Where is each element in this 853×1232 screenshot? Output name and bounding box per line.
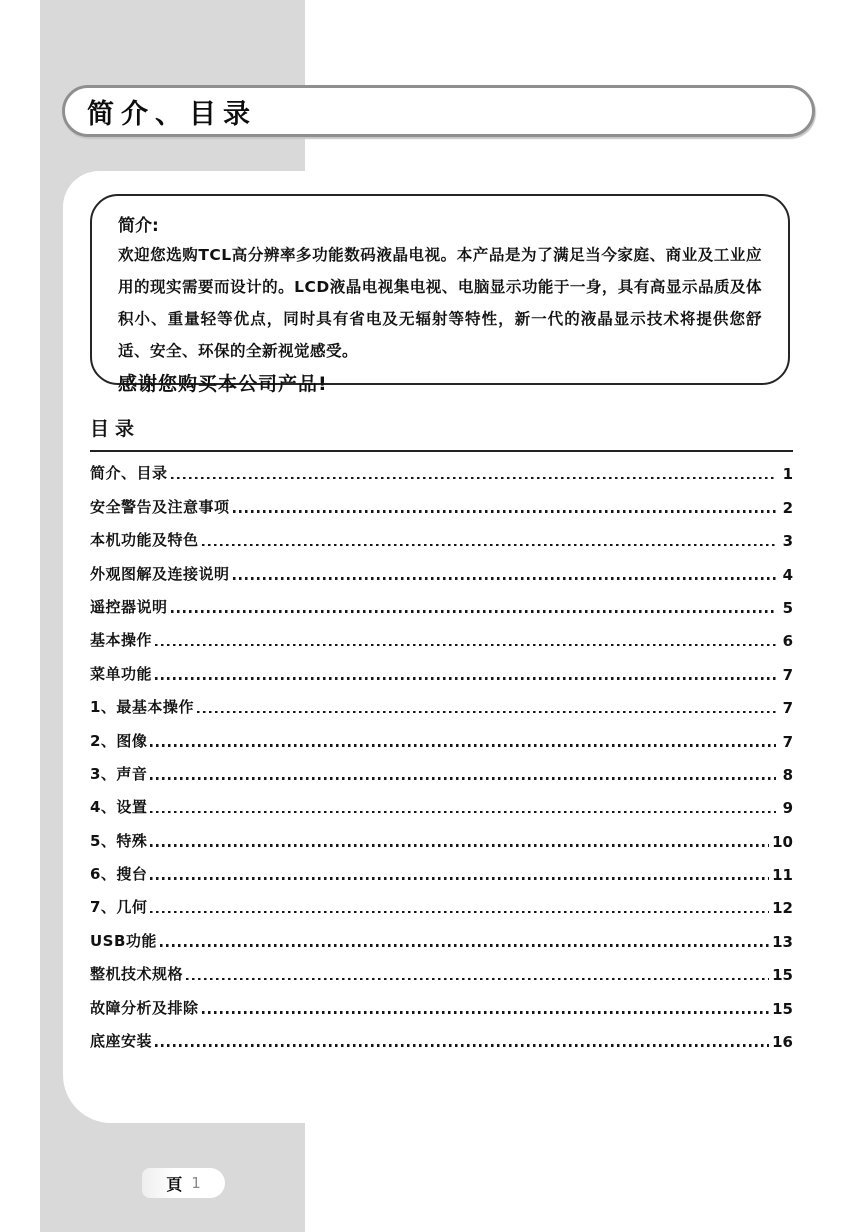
toc-row — [90, 856, 793, 889]
toc-item-page: 11 — [772, 866, 793, 885]
table-of-contents — [90, 414, 793, 1056]
toc-dotted-leader — [202, 544, 776, 547]
toc-item-page: 15 — [772, 966, 793, 985]
toc-item-label: 1、最基本操作 — [90, 698, 194, 717]
toc-item-label: 6、搜台 — [90, 865, 148, 884]
toc-item-label: 故障分析及排除 — [90, 998, 199, 1017]
page-number-pill — [142, 1168, 225, 1198]
toc-item-label: 外观图解及连接说明 — [90, 564, 230, 583]
toc-dotted-leader — [171, 477, 776, 480]
toc-dotted-leader — [155, 677, 776, 680]
page-number: 1 — [191, 1174, 201, 1192]
intro-heading: 简介: — [118, 216, 159, 236]
toc-dotted-leader — [202, 1011, 770, 1014]
toc-row — [90, 655, 793, 688]
intro-body-text: 欢迎您选购TCL高分辨率多功能数码液晶电视。本产品是为了满足当今家庭、商业及工业应用的现实需要而设计的。LCD液晶电视集电视、电脑显示功能于一身，具有高显示品质及体积小、重量轻等优点，同时具有省电及无辐射等特性，新一代的液晶显示技术将提供您舒适、安全、环保的全新视觉感受。 — [118, 246, 762, 360]
intro-thanks-line: 感谢您购买本公司产品! — [118, 373, 328, 395]
toc-item-page: 7 — [782, 732, 793, 751]
toc-row — [90, 756, 793, 789]
toc-row — [90, 722, 793, 755]
toc-row — [90, 922, 793, 955]
toc-row — [90, 689, 793, 722]
toc-item-label: 菜单功能 — [90, 664, 153, 683]
toc-item-label: 安全警告及注意事项 — [90, 497, 230, 516]
toc-dotted-leader — [150, 877, 769, 880]
toc-item-label: 底座安装 — [90, 1032, 153, 1051]
toc-list — [90, 452, 793, 1056]
intro-box — [90, 194, 790, 395]
toc-row — [90, 455, 793, 488]
toc-dotted-leader — [155, 1044, 769, 1047]
toc-dotted-leader — [150, 911, 769, 914]
toc-row — [90, 822, 793, 855]
toc-item-label: USB功能 — [90, 931, 157, 950]
toc-row — [90, 622, 793, 655]
toc-item-page: 10 — [772, 832, 793, 851]
toc-heading: 目录 — [90, 414, 793, 452]
toc-item-label: 7、几何 — [90, 898, 148, 917]
toc-row — [90, 956, 793, 989]
toc-row — [90, 522, 793, 555]
toc-dotted-leader — [150, 811, 776, 814]
toc-item-page: 8 — [782, 765, 793, 784]
toc-item-page: 5 — [782, 598, 793, 617]
toc-item-label: 2、图像 — [90, 731, 148, 750]
toc-item-page: 2 — [782, 498, 793, 517]
toc-row — [90, 555, 793, 588]
toc-item-page: 6 — [782, 632, 793, 651]
toc-item-label: 3、声音 — [90, 764, 148, 783]
toc-dotted-leader — [233, 510, 776, 513]
toc-item-page: 3 — [782, 532, 793, 551]
toc-item-label: 5、特殊 — [90, 831, 148, 850]
toc-dotted-leader — [155, 644, 776, 647]
toc-item-page: 12 — [772, 899, 793, 918]
toc-dotted-leader — [150, 844, 769, 847]
page-title-box — [62, 85, 815, 137]
toc-dotted-leader — [197, 711, 776, 714]
toc-item-page: 7 — [782, 699, 793, 718]
page-label: 頁 — [166, 1174, 183, 1194]
toc-item-label: 简介、目录 — [90, 464, 168, 483]
toc-dotted-leader — [150, 744, 776, 747]
toc-row — [90, 989, 793, 1022]
toc-item-label: 4、设置 — [90, 798, 148, 817]
toc-dotted-leader — [160, 944, 769, 947]
page-title: 简介、目录 — [87, 98, 257, 130]
toc-item-page: 16 — [772, 1033, 793, 1052]
toc-row — [90, 789, 793, 822]
toc-item-page: 4 — [782, 565, 793, 584]
toc-dotted-leader — [150, 777, 776, 780]
toc-row — [90, 889, 793, 922]
toc-dotted-leader — [171, 610, 776, 613]
toc-item-page: 9 — [782, 799, 793, 818]
toc-item-label: 遥控器说明 — [90, 597, 168, 616]
toc-dotted-leader — [233, 577, 776, 580]
toc-row — [90, 1023, 793, 1056]
toc-item-page: 15 — [772, 999, 793, 1018]
toc-item-page: 7 — [782, 665, 793, 684]
toc-item-label: 整机技术规格 — [90, 965, 184, 984]
toc-item-page: 13 — [772, 932, 793, 951]
toc-row — [90, 589, 793, 622]
toc-item-label: 本机功能及特色 — [90, 531, 199, 550]
toc-item-page: 1 — [782, 465, 793, 484]
toc-dotted-leader — [186, 978, 769, 981]
toc-row — [90, 488, 793, 521]
toc-item-label: 基本操作 — [90, 631, 153, 650]
